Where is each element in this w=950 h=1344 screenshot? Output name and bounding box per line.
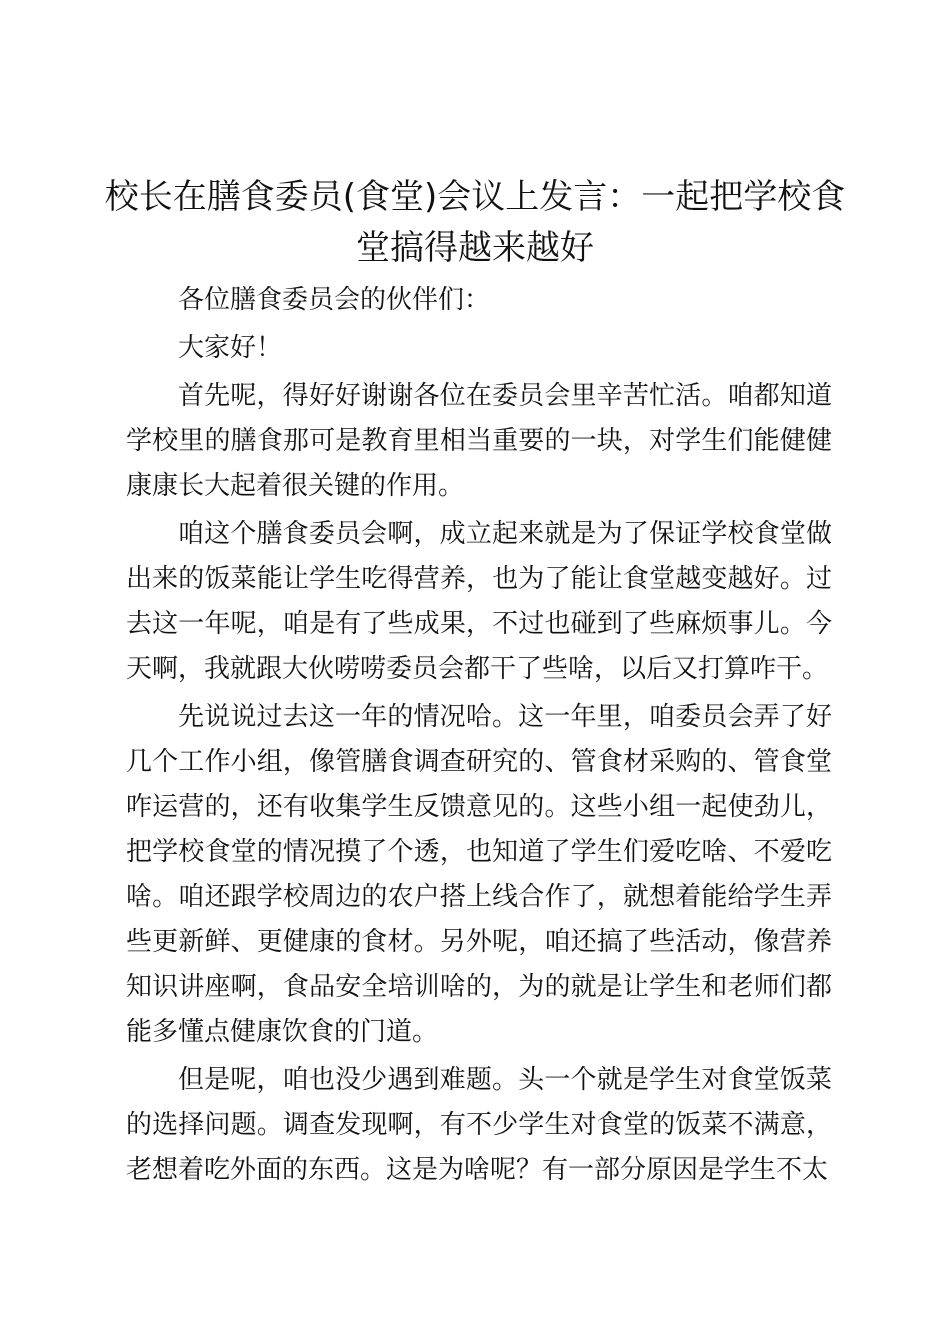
paragraph-past-year: 先说说过去这一年的情况哈。这一年里，咱委员会弄了好几个工作小组，像管膳食调查研究的、管食材采购的、管食堂咋运营的，还有收集学生反馈意见的。这些小组一起使劲儿，把学校食堂的情况摸了个透，也知道了学生们爱吃啥、不爱吃啥。咱还跟学校周边的农户搭上线合作了，就想着能给学生弄些更新鲜、更健康的食材。另外呢，咱还搞了些活动，像营养知识讲座啊，食品安全培训啥的，为的就是让学生和老师们都能多懂点健康饮食的门道。 [126,702,832,1047]
paragraph-committee-purpose: 咱这个膳食委员会啊，成立起来就是为了保证学校食堂做出来的饭菜能让学生吃得营养，也为了能让食堂越变越好。过去这一年呢，咱是有了些成果，不过也碰到了些麻烦事儿。今天啊，我就跟大伙唠唠委员会都干了些啥，以后又打算咋干。 [126,519,832,684]
paragraph-thanks: 首先呢，得好好谢谢各位在委员会里辛苦忙活。咱都知道学校里的膳食那可是教育里相当重要的一块，对学生们能健健康康长大起着很关键的作用。 [126,381,832,501]
document-body [126,278,832,1193]
greeting: 大家好！ [178,333,283,363]
salutation: 各位膳食委员会的伙伴们： [178,285,491,315]
paragraph-difficulties: 但是呢，咱也没少遇到难题。头一个就是学生对食堂饭菜的选择问题。调查发现啊，有不少学生对食堂的饭菜不满意，老想着吃外面的东西。这是为啥呢？有一部分原因是学生不太 [126,1065,832,1185]
document-title: 校长在膳食委员(食堂)会议上发言：一起把学校食堂搞得越来越好 [104,177,846,268]
